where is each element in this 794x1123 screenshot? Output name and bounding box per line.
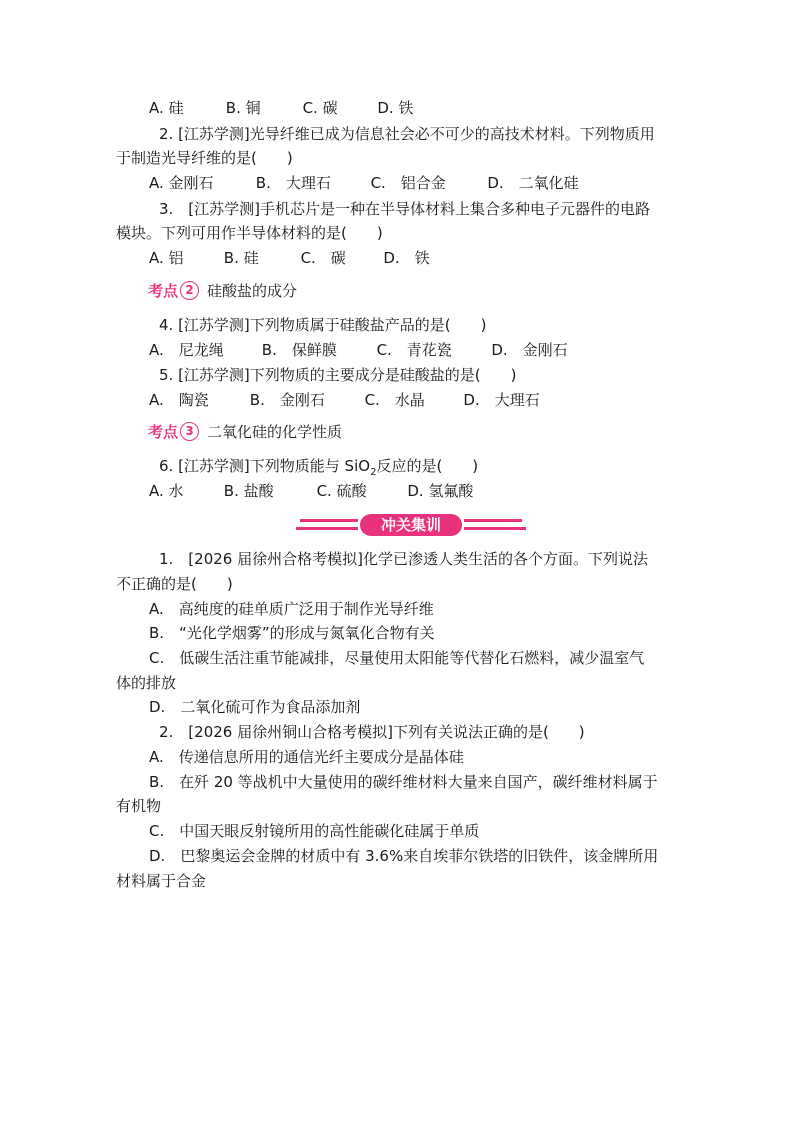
- p1-option-c-line2: 体的排放: [116, 674, 177, 692]
- q5-option-a: A. 陶瓷: [149, 391, 209, 409]
- q1-options: [149, 97, 413, 119]
- kaodian-title: 硅酸盐的成分: [207, 282, 298, 300]
- q3-option-d: D. 铁: [383, 249, 430, 267]
- q4-option-a: A. 尼龙绳: [149, 341, 224, 359]
- kaodian-3-heading: [148, 421, 342, 442]
- q3-option-c: C. 碳: [300, 249, 346, 267]
- p2-option-c: C. 中国天眼反射镜所用的高性能碳化硅属于单质: [149, 822, 480, 840]
- q2-option-b: B. 大理石: [255, 174, 331, 192]
- q4-option-b: B. 保鲜膜: [261, 341, 337, 359]
- p2-option-a: A. 传递信息所用的通信光纤主要成分是晶体硅: [149, 748, 464, 766]
- p2-option-d-line1: D. 巴黎奥运会金牌的材质中有 3.6%来自埃菲尔铁塔的旧铁件，该金牌所用: [149, 847, 659, 865]
- q1-option-d: D. 铁: [377, 99, 414, 117]
- kaodian-label: 考点: [148, 423, 179, 441]
- kaodian-title: 二氧化硅的化学性质: [207, 423, 343, 441]
- q3-stem-line2: 模块。下列可用作半导体材料的是( ): [116, 224, 383, 242]
- q4-option-d: D. 金刚石: [491, 341, 568, 359]
- q4-options: [149, 339, 568, 361]
- q5-stem: 5. [江苏学测]下列物质的主要成分是硅酸盐的是( ): [159, 366, 517, 384]
- q3-stem-line1: 3. [江苏学测]手机芯片是一种在半导体材料上集合多种电子元器件的电路: [159, 200, 651, 218]
- q6-stem-text-end: 反应的是( ): [376, 457, 479, 475]
- q2-option-a: A. 金刚石: [149, 174, 214, 192]
- q2-stem-line2: 于制造光导纤维的是( ): [116, 149, 293, 167]
- q2-option-d: D. 二氧化硅: [487, 174, 579, 192]
- p1-option-d: D. 二氧化硫可作为食品添加剂: [149, 698, 361, 716]
- q3-option-b: B. 硅: [223, 249, 259, 267]
- p2-option-d-line2: 材料属于合金: [116, 872, 207, 890]
- q5-option-c: C. 水晶: [364, 391, 425, 409]
- p2-option-b-line1: B. 在歼 20 等战机中大量使用的碳纤维材料大量来自国产，碳纤维材料属于: [149, 773, 658, 791]
- banner-right-rule: [464, 527, 526, 530]
- p1-stem-line2: 不正确的是( ): [116, 575, 233, 593]
- p1-option-a: A. 高纯度的硅单质广泛用于制作光导纤维: [149, 600, 434, 618]
- q6-option-b: B. 盐酸: [223, 482, 274, 500]
- q1-option-b: B. 铜: [225, 99, 261, 117]
- kaodian-number-badge: 2: [180, 281, 199, 300]
- p1-option-b: B. “光化学烟雾”的形成与氮氧化合物有关: [149, 624, 435, 642]
- q6-option-a: A. 水: [149, 482, 184, 500]
- q3-option-a: A. 铝: [149, 249, 184, 267]
- banner-left-rule: [300, 519, 358, 522]
- q6-subscript: 2: [370, 467, 377, 478]
- q4-stem: 4. [江苏学测]下列物质属于硅酸盐产品的是( ): [159, 316, 487, 334]
- q6-option-d: D. 氢氟酸: [407, 482, 474, 500]
- q6-stem-text: 6. [江苏学测]下列物质能与 SiO: [159, 457, 371, 475]
- q5-option-d: D. 大理石: [463, 391, 540, 409]
- kaodian-number-badge: 3: [180, 422, 199, 441]
- q5-options: [149, 389, 540, 411]
- q5-option-b: B. 金刚石: [249, 391, 325, 409]
- q2-option-c: C. 铝合金: [370, 174, 446, 192]
- q4-option-c: C. 青花瓷: [376, 341, 452, 359]
- section-title: 冲关集训: [360, 514, 462, 536]
- p1-option-c-line1: C. 低碳生活注重节能减排，尽量使用太阳能等代替化石燃料，减少温室气: [149, 649, 645, 667]
- q2-options: [149, 172, 579, 194]
- section-banner: [296, 514, 526, 536]
- q1-option-c: C. 碳: [302, 99, 338, 117]
- p2-stem: 2. [2026 届徐州铜山合格考模拟]下列有关说法正确的是( ): [159, 723, 585, 741]
- banner-right-rule: [464, 519, 522, 522]
- kaodian-label: 考点: [148, 282, 179, 300]
- q6-option-c: C. 硫酸: [316, 482, 367, 500]
- q2-stem-line1: 2. [江苏学测]光导纤维已成为信息社会必不可少的高技术材料。下列物质用: [159, 125, 655, 143]
- q1-option-a: A. 硅: [149, 99, 184, 117]
- kaodian-2-heading: [148, 280, 297, 301]
- banner-left-rule: [296, 527, 358, 530]
- p2-option-b-line2: 有机物: [116, 797, 162, 815]
- q3-options: [149, 247, 430, 269]
- q6-options: [149, 480, 473, 502]
- p1-stem-line1: 1. [2026 届徐州合格考模拟]化学已渗透人类生活的各个方面。下列说法: [159, 550, 648, 568]
